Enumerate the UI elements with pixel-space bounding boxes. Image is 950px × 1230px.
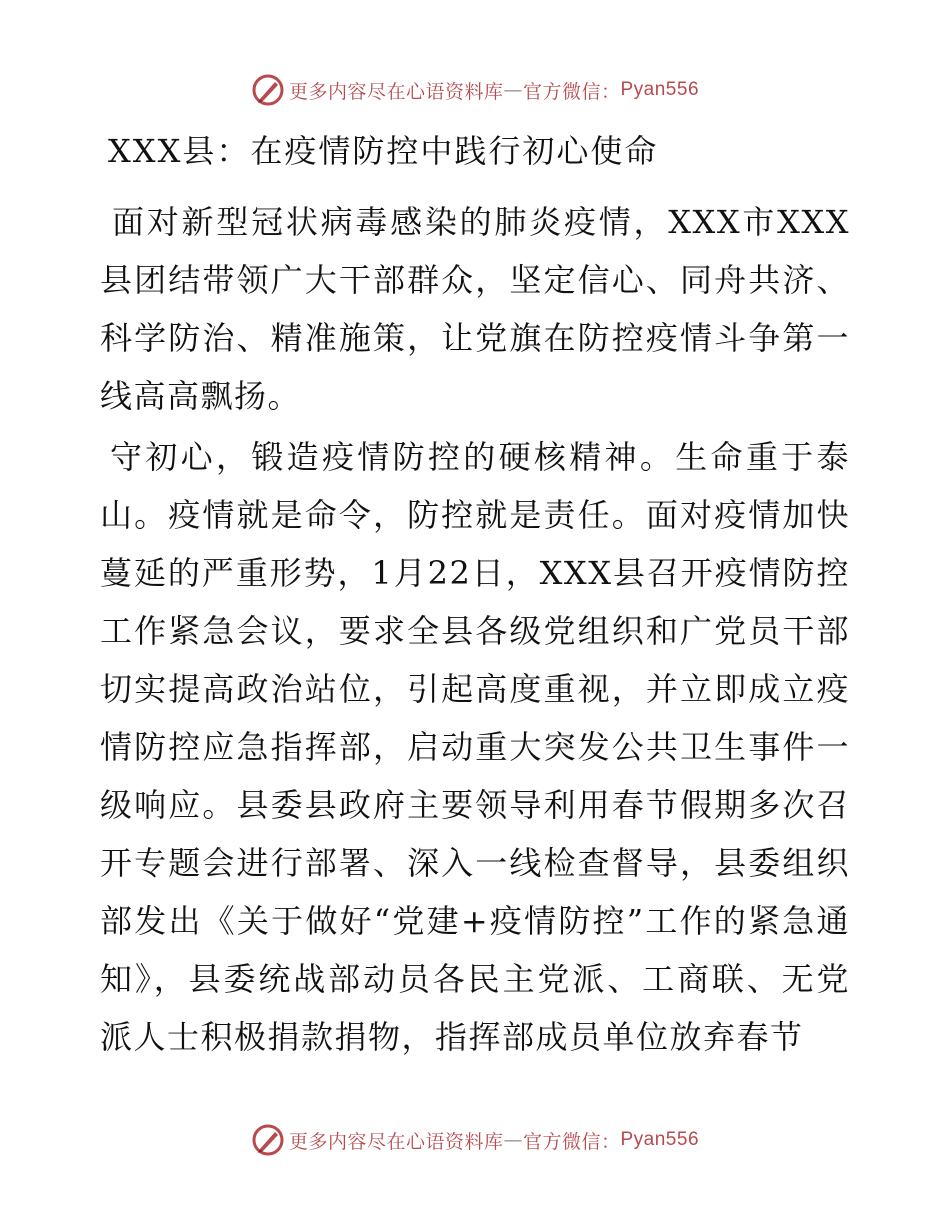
watermark-text: 更多内容尽在心语资料库 (288, 80, 504, 103)
watermark-wechat-id: Pyan556 (620, 1129, 700, 1150)
watermark-footer (0, 1120, 950, 1160)
paragraph-2: 守初心，锻造疫情防控的硬核精神。生命重于泰山。疫情就是命令，防控就是责任。面对疫情加快蔓延的严重形势，1月22日，XXX县召开疫情防控工作紧急会议，要求全县各级党组织和广党员干部切实提高政治站位，引起高度重视，并立即成立疫情防控应急指挥部，启动重大突发公共卫生事件一级响应。县委县政府主要领导利用春节假期多次召开专题会进行部署、深入一线检查督导，县委组织部发出《关于做好“党建+疫情防控”工作的紧急通知》，县委统战部动员各民主党派、工商联、无党派人士积极捐款捐物，指挥部成员单位放弃春节 (100, 438, 850, 1056)
watermark-separator: — (503, 1129, 523, 1151)
document-title: XXX县：在疫情防控中践行初心使命 (108, 132, 659, 170)
watermark-separator: — (503, 79, 523, 101)
watermark-text: 更多内容尽在心语资料库 (288, 1130, 504, 1153)
pen-logo-icon (251, 1123, 285, 1157)
paragraph-1: 面对新型冠状病毒感染的肺炎疫情，XXX市XXX县团结带领广大干部群众，坚定信心、同舟共济、科学防治、精准施策，让党旗在防控疫情斗争第一线高高飘扬。 (100, 203, 850, 415)
watermark-wechat-label: 官方微信： (522, 80, 621, 103)
watermark-wechat-id: Pyan556 (620, 79, 700, 100)
watermark-wechat-label: 官方微信： (522, 1130, 621, 1153)
watermark-header (0, 70, 950, 110)
pen-logo-icon (251, 73, 285, 107)
